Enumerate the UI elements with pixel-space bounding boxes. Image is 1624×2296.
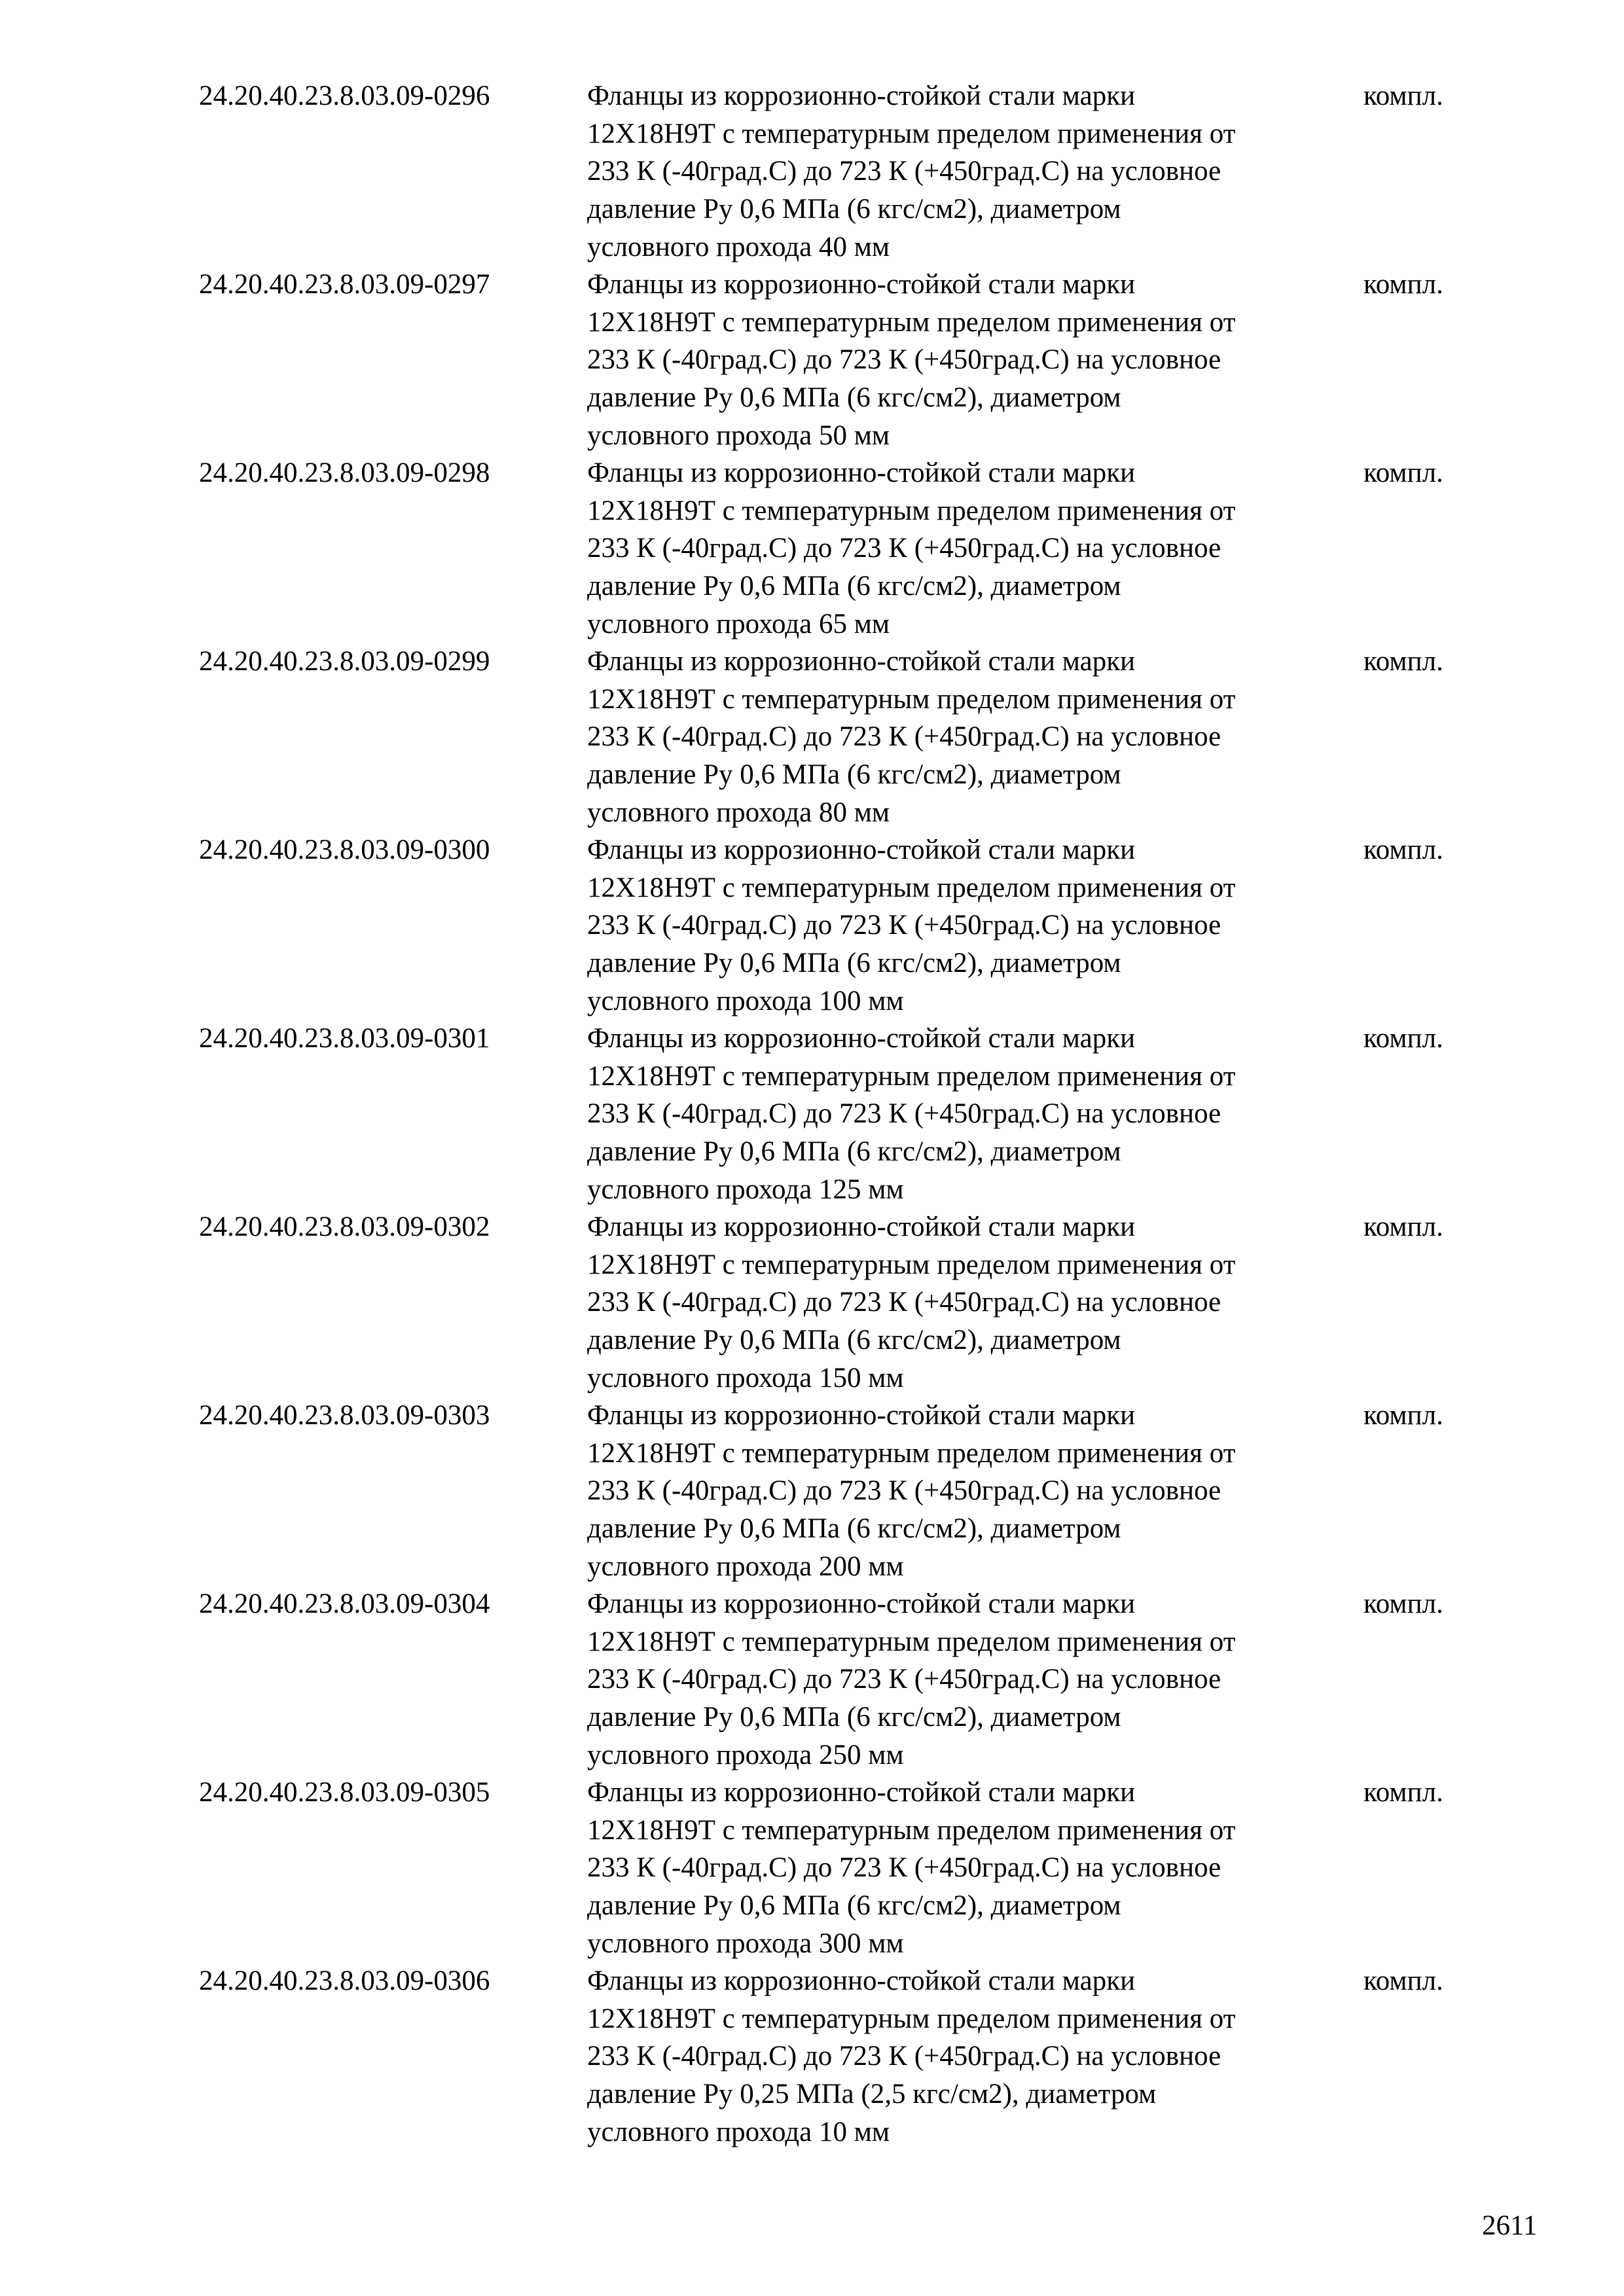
- description-line: 233 К (-40град.С) до 723 К (+450град.С) на условное: [587, 2041, 1221, 2072]
- table-row: [0, 1585, 1624, 1774]
- description-line: 233 К (-40град.С) до 723 К (+450град.С) на условное: [587, 1098, 1221, 1130]
- resource-code: 24.20.40.23.8.03.09-0296: [199, 81, 490, 111]
- table-row: [0, 1208, 1624, 1397]
- unit-of-measure: компл.: [1363, 1023, 1443, 1054]
- description-line: Фланцы из коррозионно-стойкой стали марки: [587, 1023, 1136, 1054]
- description-line: 12Х18Н9Т с температурным пределом применения от: [587, 118, 1236, 149]
- description-line: условного прохода 300 мм: [587, 1928, 904, 1959]
- resource-code: 24.20.40.23.8.03.09-0297: [199, 269, 490, 300]
- unit-of-measure: компл.: [1363, 1965, 1443, 1996]
- table-row: [0, 1962, 1624, 2151]
- resource-description: [587, 77, 1373, 266]
- description-line: давление Ру 0,6 МПа (6 кгс/см2), диаметром: [587, 571, 1121, 602]
- unit-of-measure: компл.: [1363, 1400, 1443, 1431]
- description-line: 233 К (-40град.С) до 723 К (+450град.С) на условное: [587, 1287, 1221, 1318]
- description-line: условного прохода 40 мм: [587, 231, 890, 262]
- description-line: условного прохода 65 мм: [587, 608, 890, 639]
- resource-code: 24.20.40.23.8.03.09-0306: [199, 1965, 490, 1996]
- description-line: 12Х18Н9Т с температурным пределом применения от: [587, 1437, 1236, 1469]
- description-line: давление Ру 0,25 МПа (2,5 кгс/см2), диаметром: [587, 2079, 1157, 2110]
- description-line: давление Ру 0,6 МПа (6 кгс/см2), диаметром: [587, 948, 1121, 979]
- description-line: 233 К (-40град.С) до 723 К (+450град.С) на условное: [587, 533, 1221, 564]
- description-line: условного прохода 200 мм: [587, 1551, 904, 1582]
- resource-description: [587, 266, 1373, 455]
- description-line: условного прохода 125 мм: [587, 1174, 904, 1205]
- table-row: [0, 643, 1624, 831]
- description-line: Фланцы из коррозионно-стойкой стали марки: [587, 834, 1136, 865]
- description-line: Фланцы из коррозионно-стойкой стали марки: [587, 1588, 1136, 1619]
- table-row: [0, 1397, 1624, 1585]
- description-line: 233 К (-40град.С) до 723 К (+450град.С) на условное: [587, 1664, 1221, 1695]
- page-number: 2611: [1482, 2210, 1538, 2241]
- description-line: 12Х18Н9Т с температурным пределом применения от: [587, 495, 1236, 526]
- description-line: Фланцы из коррозионно-стойкой стали марки: [587, 81, 1136, 111]
- resource-description: [587, 1774, 1373, 1963]
- table-row: [0, 1020, 1624, 1208]
- description-line: условного прохода 250 мм: [587, 1739, 904, 1770]
- description-line: 233 К (-40град.С) до 723 К (+450град.С) на условное: [587, 721, 1221, 753]
- description-line: Фланцы из коррозионно-стойкой стали марки: [587, 457, 1136, 488]
- resource-code: 24.20.40.23.8.03.09-0304: [199, 1588, 490, 1619]
- description-line: условного прохода 10 мм: [587, 2116, 890, 2147]
- description-line: Фланцы из коррозионно-стойкой стали марки: [587, 1777, 1136, 1808]
- description-line: условного прохода 100 мм: [587, 985, 904, 1016]
- resource-description: [587, 1208, 1373, 1397]
- description-line: 12Х18Н9Т с температурным пределом применения от: [587, 872, 1236, 903]
- resource-code: 24.20.40.23.8.03.09-0303: [199, 1400, 490, 1431]
- description-line: давление Ру 0,6 МПа (6 кгс/см2), диаметром: [587, 1890, 1121, 1922]
- description-line: 233 К (-40град.С) до 723 К (+450град.С) на условное: [587, 910, 1221, 941]
- description-line: 233 К (-40град.С) до 723 К (+450град.С) на условное: [587, 344, 1221, 376]
- table-row: [0, 831, 1624, 1020]
- description-line: 233 К (-40град.С) до 723 К (+450град.С) на условное: [587, 156, 1221, 187]
- description-line: 12Х18Н9Т с температурным пределом применения от: [587, 683, 1236, 715]
- description-line: давление Ру 0,6 МПа (6 кгс/см2), диаметром: [587, 759, 1121, 791]
- resource-description: [587, 1397, 1373, 1586]
- description-line: 12Х18Н9Т с температурным пределом применения от: [587, 2003, 1236, 2034]
- resource-description: [587, 1020, 1373, 1209]
- description-line: условного прохода 150 мм: [587, 1362, 904, 1393]
- resource-description: [587, 454, 1373, 643]
- unit-of-measure: компл.: [1363, 81, 1443, 111]
- table-row: [0, 77, 1624, 266]
- description-line: Фланцы из коррозионно-стойкой стали марки: [587, 269, 1136, 300]
- unit-of-measure: компл.: [1363, 269, 1443, 300]
- description-line: давление Ру 0,6 МПа (6 кгс/см2), диаметром: [587, 194, 1121, 225]
- description-line: 12Х18Н9Т с температурным пределом применения от: [587, 1814, 1236, 1846]
- table-row: [0, 454, 1624, 643]
- description-line: 12Х18Н9Т с температурным пределом применения от: [587, 1626, 1236, 1657]
- description-line: 12Х18Н9Т с температурным пределом применения от: [587, 1249, 1236, 1280]
- resource-code: 24.20.40.23.8.03.09-0298: [199, 457, 490, 488]
- unit-of-measure: компл.: [1363, 1777, 1443, 1808]
- description-line: давление Ру 0,6 МПа (6 кгс/см2), диаметром: [587, 1513, 1121, 1545]
- description-line: давление Ру 0,6 МПа (6 кгс/см2), диаметром: [587, 1325, 1121, 1356]
- unit-of-measure: компл.: [1363, 834, 1443, 865]
- table-row: [0, 1774, 1624, 1962]
- resource-code: 24.20.40.23.8.03.09-0305: [199, 1777, 490, 1808]
- unit-of-measure: компл.: [1363, 457, 1443, 488]
- description-line: Фланцы из коррозионно-стойкой стали марки: [587, 1400, 1136, 1431]
- unit-of-measure: компл.: [1363, 1211, 1443, 1242]
- resource-description: [587, 1585, 1373, 1774]
- description-line: Фланцы из коррозионно-стойкой стали марки: [587, 1965, 1136, 1996]
- resource-code: 24.20.40.23.8.03.09-0301: [199, 1023, 490, 1054]
- description-line: 233 К (-40град.С) до 723 К (+450град.С) на условное: [587, 1475, 1221, 1507]
- description-line: 233 К (-40град.С) до 723 К (+450град.С) на условное: [587, 1852, 1221, 1884]
- description-line: 12Х18Н9Т с температурным пределом применения от: [587, 1060, 1236, 1092]
- resource-code: 24.20.40.23.8.03.09-0300: [199, 834, 490, 865]
- description-line: давление Ру 0,6 МПа (6 кгс/см2), диаметром: [587, 1702, 1121, 1733]
- resource-code: 24.20.40.23.8.03.09-0299: [199, 646, 490, 677]
- resource-description: [587, 831, 1373, 1020]
- resource-code: 24.20.40.23.8.03.09-0302: [199, 1211, 490, 1242]
- description-line: Фланцы из коррозионно-стойкой стали марки: [587, 1211, 1136, 1242]
- description-line: условного прохода 80 мм: [587, 797, 890, 828]
- unit-of-measure: компл.: [1363, 1588, 1443, 1619]
- resource-description: [587, 643, 1373, 832]
- description-line: 12Х18Н9Т с температурным пределом применения от: [587, 306, 1236, 338]
- unit-of-measure: компл.: [1363, 646, 1443, 677]
- description-line: Фланцы из коррозионно-стойкой стали марки: [587, 646, 1136, 677]
- table-row: [0, 266, 1624, 454]
- resource-table: [0, 77, 1624, 2151]
- description-line: условного прохода 50 мм: [587, 420, 890, 451]
- description-line: давление Ру 0,6 МПа (6 кгс/см2), диаметром: [587, 1136, 1121, 1168]
- resource-description: [587, 1962, 1373, 2151]
- description-line: давление Ру 0,6 МПа (6 кгс/см2), диаметром: [587, 382, 1121, 414]
